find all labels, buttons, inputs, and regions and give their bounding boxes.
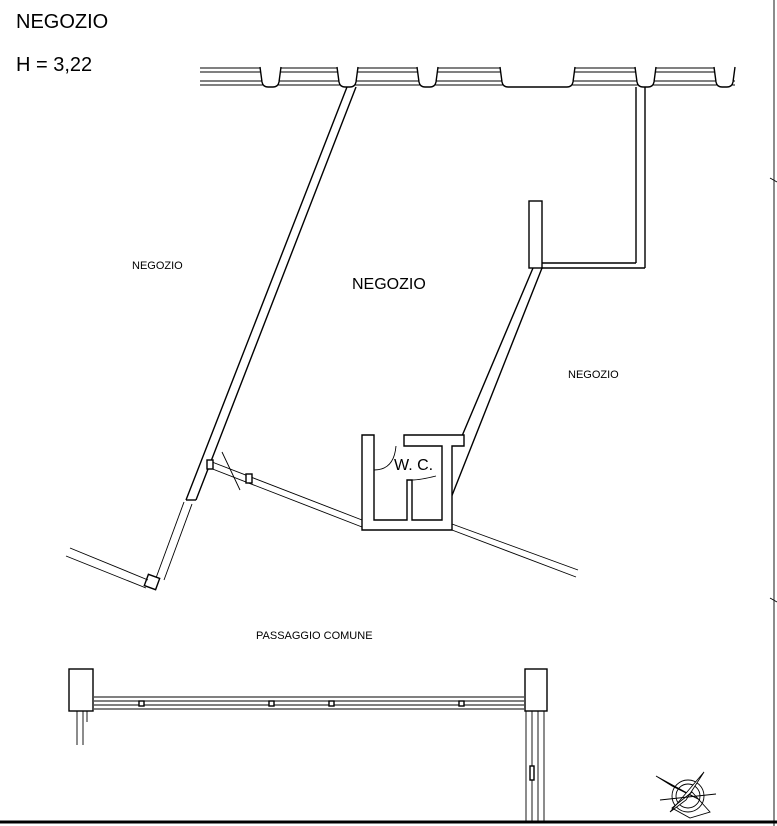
bottom-right-column — [525, 669, 547, 711]
wc-door-swing-right — [412, 476, 436, 480]
plan-title: NEGOZIO — [16, 11, 109, 33]
right-diagonal-wall — [451, 268, 542, 498]
wc-door-swing-left — [374, 446, 396, 470]
frame-tick-bottom — [770, 598, 777, 602]
room-label-left: NEGOZIO — [132, 260, 183, 272]
bottom-left-column — [69, 669, 93, 711]
right-upper-wall — [529, 87, 645, 268]
frame-tick-top — [770, 178, 777, 182]
room-label-main: NEGOZIO — [352, 276, 426, 293]
wc-block — [362, 435, 464, 530]
height-label: H = 3,22 — [16, 54, 93, 76]
left-diagonal-wall — [66, 87, 356, 590]
north-arrow-icon — [656, 772, 716, 818]
left-column — [144, 574, 159, 589]
room-label-right: NEGOZIO — [568, 369, 619, 381]
bottom-horizontal-wall — [69, 669, 547, 822]
room-label-passage: PASSAGGIO COMUNE — [256, 630, 373, 642]
top-facade-wall — [200, 67, 735, 87]
right-pillar — [529, 201, 542, 268]
bottom-diagonal-partition — [207, 452, 578, 577]
wc-label: W. C. — [394, 457, 434, 474]
